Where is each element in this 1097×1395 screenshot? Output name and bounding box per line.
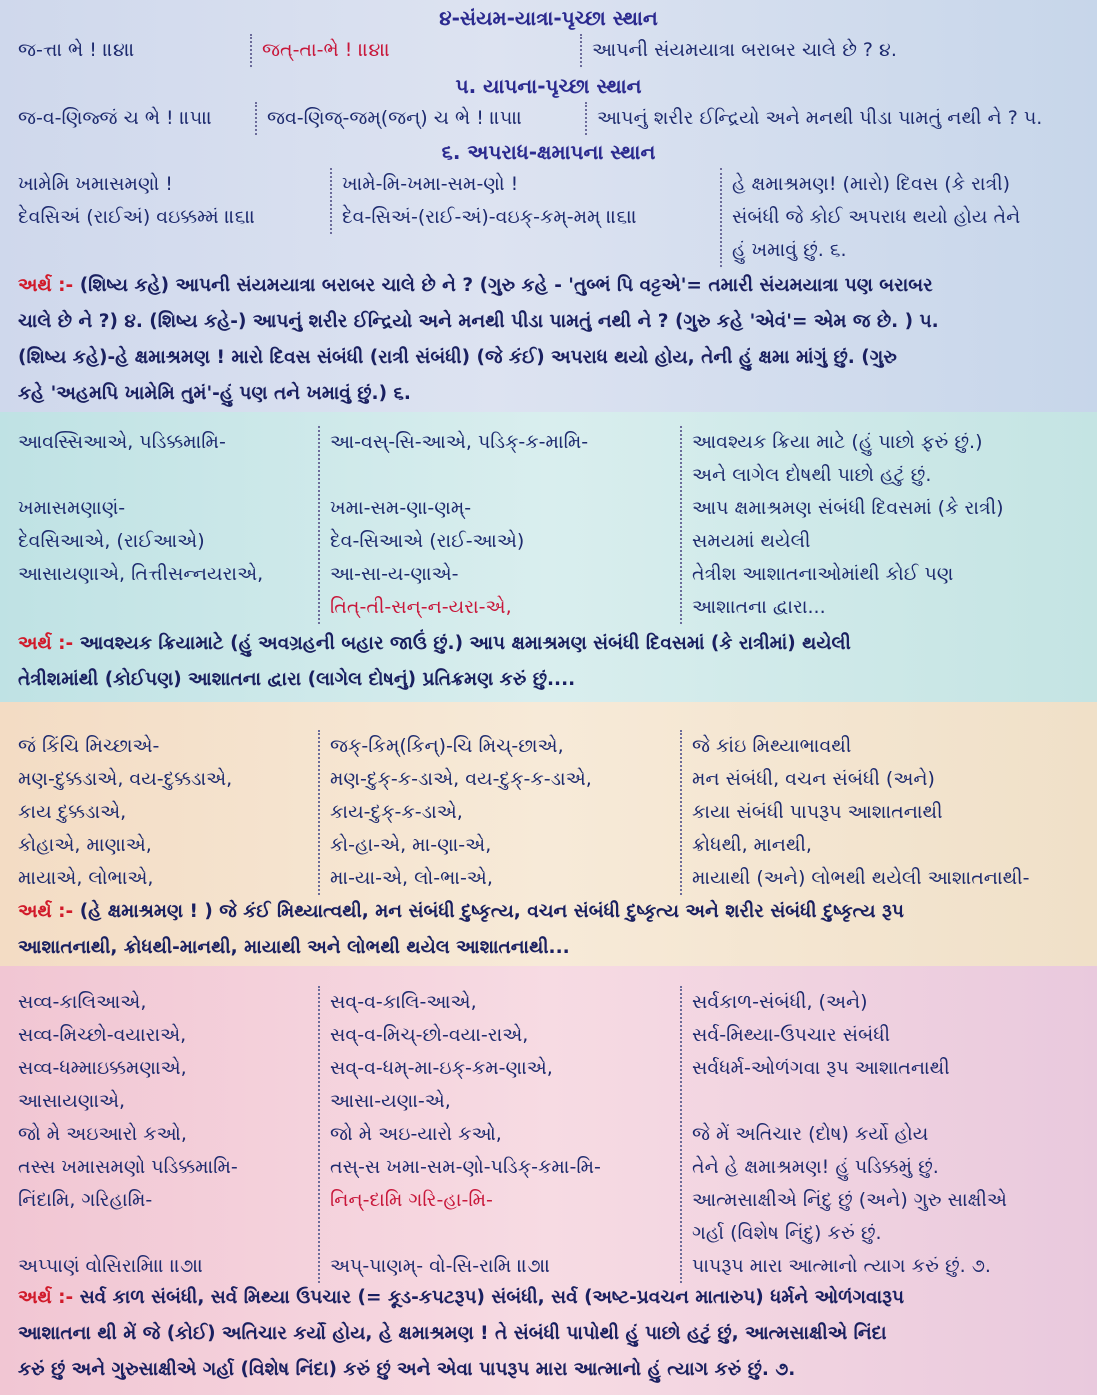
sec4-col2: જત્-તા-ભે ! ॥૪॥ [250, 34, 580, 67]
block4-col3-line: સર્વકાળ-સંબંધી, (અને) [692, 991, 868, 1013]
section-block-1 [0, 0, 1097, 412]
block4-col3-line: આત્મસાક્ષીએ નિંદુ છું (અને) ગુરુ સાક્ષીએ [692, 1189, 1007, 1211]
block2-col3-line: તેત્રીશ આશાતનાઓમાંથી કોઈ પણ [692, 563, 954, 585]
meaning-line: (હે ક્ષમાશ્રમણ ! ) જે કંઈ મિથ્યાત્વથી, મન સંબંધી દુષ્કૃત્ય, વચન સંબંધી દુષ્કૃત્ય અને શરીર સંબંધી દુષ્કૃત્ય રૂપ [79, 901, 904, 922]
sec6-col1 [18, 168, 318, 234]
sec6-col3-line: હે ક્ષમાશ્રમણ! (મારો) દિવસ (કે રાત્રી) [732, 173, 1011, 195]
block3-col1 [18, 730, 318, 895]
block2-col3-line: આવશ્યક ક્રિયા માટે (હું પાછો ફરું છું.) [692, 431, 983, 453]
sec6-col3-line: સંબંધી જે કોઈ અપરાધ થયો હોય તેને [732, 206, 1021, 228]
block2-col2-line: આ-વસ્-સિ-આએ, પડિક્-ક-મામિ- [330, 431, 589, 453]
block4-col2-line: સવ્-વ-કાલિ-આએ, [330, 991, 477, 1013]
block2-col3-line: આશાતના દ્વારા... [692, 596, 826, 618]
section-title-4: ૪-સંયમ-યાત્રા-પૃચ્છા સ્થાન [439, 6, 658, 30]
block3-col2-line: જક્-કિમ્(કિન્)-ચિ મિચ્-છાએ, [330, 735, 564, 757]
block3-col3-line: કાયા સંબંધી પાપરૂપ આશાતનાથી [692, 801, 943, 823]
block3-col2-line: મણ-દુક્-ક-ડાએ, વય-દુક્-ક-ડાએ, [330, 768, 592, 790]
section-title-5: ૫. યાપના-પૃચ્છા સ્થાન [455, 74, 642, 98]
block2-col2 [318, 426, 688, 624]
section-title-6: ૬. અપરાધ-ક્ષમાપના સ્થાન [441, 140, 656, 164]
block3-col2-line: કો-હા-એ, મા-ણા-એ, [330, 834, 492, 856]
sec6-col2-line: ખામે-મિ-ખમા-સમ-ણો ! [342, 173, 519, 195]
meaning-line: કહે 'અહમપિ ખામેમિ તુમં'-હું પણ તને ખમાવું છું.) ૬. [18, 383, 411, 404]
block3-col3-line: માયાથી (અને) લોભથી થયેલી આશાતનાથી- [692, 867, 1030, 889]
block2-col1-line: આવસ્સિઆએ, પડિક્કમામિ- [18, 431, 226, 453]
block2-col3-line: અને લાગેલ દોષથી પાછો હટું છું. [692, 464, 932, 486]
meaning-line: સર્વ કાળ સંબંધી, સર્વ મિથ્યા ઉપચાર (= કૂડ-કપટરૂપ) સંબંધી, સર્વ (અષ્ટ-પ્રવચન માતારુપ) ધર્મને ઓળંગવારૂપ [79, 1287, 904, 1308]
meaning-line: (શિષ્ય કહે) આપની સંયમયાત્રા બરાબર ચાલે છે ને ? (ગુરુ કહે - 'તુબ્ભં પિ વટ્ટએ'= તમારી સંયમયાત્રા પણ બરાબર [79, 275, 933, 296]
block3-col2 [318, 730, 688, 895]
block3-col1-line: કોહાએ, માણાએ, [18, 834, 152, 856]
block2-col3-line: સમયમાં થયેલી [692, 530, 811, 552]
meaning-paragraph-1 [18, 268, 1080, 412]
block3-col3-line: મન સંબંધી, વચન સંબંધી (અને) [692, 768, 935, 790]
block4-col1-line: સવ્વ-કાલિઆએ, [18, 991, 147, 1013]
block4-col1-line: સવ્વ-મિચ્છો-વયારાએ, [18, 1024, 187, 1046]
block4-col3-line: ગર્હા (વિશેષ નિંદુ) કરું છું. [692, 1222, 882, 1244]
block2-col3 [680, 426, 1085, 624]
block4-col1-line: સવ્વ-ધમ્માઇક્કમણાએ, [18, 1057, 187, 1079]
block3-col1-line: જં કિંચિ મિચ્છાએ- [18, 735, 160, 757]
block4-col3 [680, 986, 1085, 1283]
block4-col3-line: સર્વ-મિથ્યા-ઉપચાર સંબંધી [692, 1024, 891, 1046]
block4-col1-line [18, 1217, 318, 1250]
block2-col2-line: આ-સા-ય-ણાએ- [330, 563, 459, 585]
section-block-2 [0, 412, 1097, 702]
block3-col1-line: મણ-દુક્કડાએ, વય-દુક્કડાએ, [18, 768, 233, 790]
sec6-col3-line: હું ખમાવું છું. ૬. [732, 239, 847, 261]
block2-col2-line: દેવ-સિઆએ (રાઈ-આએ) [330, 530, 525, 552]
block4-col2-line: અપ્-પાણમ્- વો-સિ-રામિ ॥૭॥ [330, 1255, 551, 1277]
block2-col3-line: આપ ક્ષમાશ્રમણ સંબંધી દિવસમાં (કે રાત્રી) [692, 497, 1004, 519]
meaning-line: આશાતના થી મેં જે (કોઈ) અતિચાર કર્યો હોય, હે ક્ષમાશ્રમણ ! તે સંબંધી પાપોથી હું પાછો હટું છું, આત્મસાક્ષીએ નિંદા [18, 1323, 887, 1344]
sec5-col2: જવ-ણિજ્-જમ્(જન્) ચ ભે ! ॥૫॥ [255, 102, 585, 135]
block4-col2-line: સવ્-વ-ધમ્-મા-ઇક્-કમ-ણાએ, [330, 1057, 553, 1079]
block3-col3-line: જે કાંઇ મિથ્યાભાવથી [692, 735, 852, 757]
meaning-line: ચાલે છે ને ?) ૪. (શિષ્ય કહે-) આપનું શરીર ઈન્દ્રિયો અને મનથી પીડા પામતું નથી ને ? (ગુરુ કહે 'એવં'= એમ જ છે. ) ૫. [18, 311, 939, 332]
block4-col2-line: તસ્-સ ખમા-સમ-ણો-પડિક્-કમા-મિ- [330, 1156, 601, 1178]
block3-col2-line: કાય-દુક્-ક-ડાએ, [330, 801, 463, 823]
block4-col2-line: સવ્-વ-મિચ્-છો-વયા-રાએ, [330, 1024, 529, 1046]
block2-col2-line: ખમા-સમ-ણા-ણમ્- [330, 497, 472, 519]
meaning-label: અર્થ :- [18, 275, 74, 296]
block3-col3 [680, 730, 1085, 895]
meaning-line: કરું છું અને ગુરુસાક્ષીએ ગર્હા (વિશેષ નિંદા) કરું છું અને એવા પાપરૂપ મારા આત્માનો હું ત્યાગ કરું છું. ૭. [18, 1359, 796, 1380]
block4-col2-line: જો મે અઇ-યારો કઓ, [330, 1123, 502, 1145]
sec6-col2-line: દેવ-સિઅં-(રાઈ-અં)-વઇક્-કમ્-મમ્ ॥૬॥ [342, 206, 638, 228]
sec6-col3 [720, 168, 1085, 267]
block4-col1 [18, 986, 318, 1283]
sec5-col1: જ-વ-ણિજ્જં ચ ભે ! ॥૫॥ [18, 107, 213, 129]
block4-col3-line: જે મેં અતિચાર (દોષ) કર્યો હોય [692, 1123, 929, 1145]
block3-col1-line: માયાએ, લોભાએ, [18, 867, 154, 889]
sec6-col2 [330, 168, 720, 234]
sec5-col3: આપનું શરીર ઈન્દ્રિયો અને મનથી પીડા પામતું નથી ને ? ૫. [585, 102, 1085, 135]
block2-col1-line: ખમાસમણાણં- [18, 497, 126, 519]
block4-col1-line: અપ્પાણં વોસિરામિ॥ ॥૭॥ [18, 1255, 204, 1277]
block2-col2-line: તિત્-તી-સન્-ન-યરા-એ, [330, 596, 512, 618]
block4-col2-line: નિન્-દામિ ગરિ-હા-મિ- [330, 1189, 493, 1211]
sec4-col3: આપની સંયમયાત્રા બરાબર ચાલે છે ? ૪. [580, 34, 1080, 67]
block4-col3-line: તેને હે ક્ષમાશ્રમણ! હું પડિક્કમું છું. [692, 1156, 939, 1178]
block4-col1-line: નિંદામિ, ગરિહામિ- [18, 1189, 153, 1211]
meaning-paragraph-3 [18, 894, 1080, 966]
block4-col3-line [692, 1085, 1085, 1118]
block4-col1-line: તસ્સ ખમાસમણો પડિક્કમામિ- [18, 1156, 238, 1178]
meaning-line: (શિષ્ય કહે)-હે ક્ષમાશ્રમણ ! મારો દિવસ સંબંધી (રાત્રી સંબંધી) (જે કંઈ) અપરાધ થયો હોય, તેની હું ક્ષમા માંગું છું. (ગુરુ [18, 347, 897, 368]
block4-col2 [318, 986, 688, 1283]
block2-col1-line [18, 459, 318, 492]
section-block-4 [0, 966, 1097, 1395]
block4-col1-line: આસાયણાએ, [18, 1090, 126, 1112]
meaning-paragraph-4 [18, 1280, 1080, 1388]
block4-col2-line [330, 1217, 688, 1250]
block3-col1-line: કાય દુક્કડાએ, [18, 801, 127, 823]
block2-col1-line: દેવસિઆએ, (રાઈઆએ) [18, 530, 205, 552]
meaning-line: આશાતનાથી, ક્રોધથી-માનથી, માયાથી અને લોભથી થયેલ આશાતનાથી... [18, 937, 570, 958]
meaning-line: આવશ્યક ક્રિયામાટે (હું અવગ્રહની બહાર જાઉં છું.) આપ ક્ષમાશ્રમણ સંબંધી દિવસમાં (કે રાત્રીમાં) થયેલી [79, 633, 851, 654]
meaning-paragraph-2 [18, 626, 1080, 698]
block3-col3-line: ક્રોધથી, માનથી, [692, 834, 812, 856]
block2-col1-line: આસાયણાએ, તિત્તીસન્નયરાએ, [18, 563, 264, 585]
meaning-line: તેત્રીશમાંથી (કોઈપણ) આશાતના દ્વારા (લાગેલ દોષનું) પ્રતિક્રમણ કરું છું.... [18, 669, 576, 690]
section-block-3 [0, 702, 1097, 966]
sec4-col1: જ-ત્તા ભે ! ॥૪॥ [18, 39, 135, 61]
meaning-label: અર્થ :- [18, 633, 74, 654]
sec6-col1-line: ખામેમિ ખમાસમણો ! [18, 173, 173, 195]
block4-col2-line: આસા-યણા-એ, [330, 1090, 451, 1112]
block2-col2-line [330, 459, 688, 492]
block2-col1 [18, 426, 318, 591]
sec6-col1-line: દેવસિઅં (રાઈઅં) વઇક્કમ્મં ॥૬॥ [18, 206, 256, 228]
block3-col2-line: મા-યા-એ, લો-ભા-એ, [330, 867, 493, 889]
meaning-label: અર્થ :- [18, 901, 74, 922]
block4-col3-line: પાપરૂપ મારા આત્માનો ત્યાગ કરું છું. ૭. [692, 1255, 991, 1277]
block4-col1-line: જો મે અઇઆરો કઓ, [18, 1123, 187, 1145]
block4-col3-line: સર્વધર્મ-ઓળંગવા રૂપ આશાતનાથી [692, 1057, 950, 1079]
meaning-label: અર્થ :- [18, 1287, 74, 1308]
